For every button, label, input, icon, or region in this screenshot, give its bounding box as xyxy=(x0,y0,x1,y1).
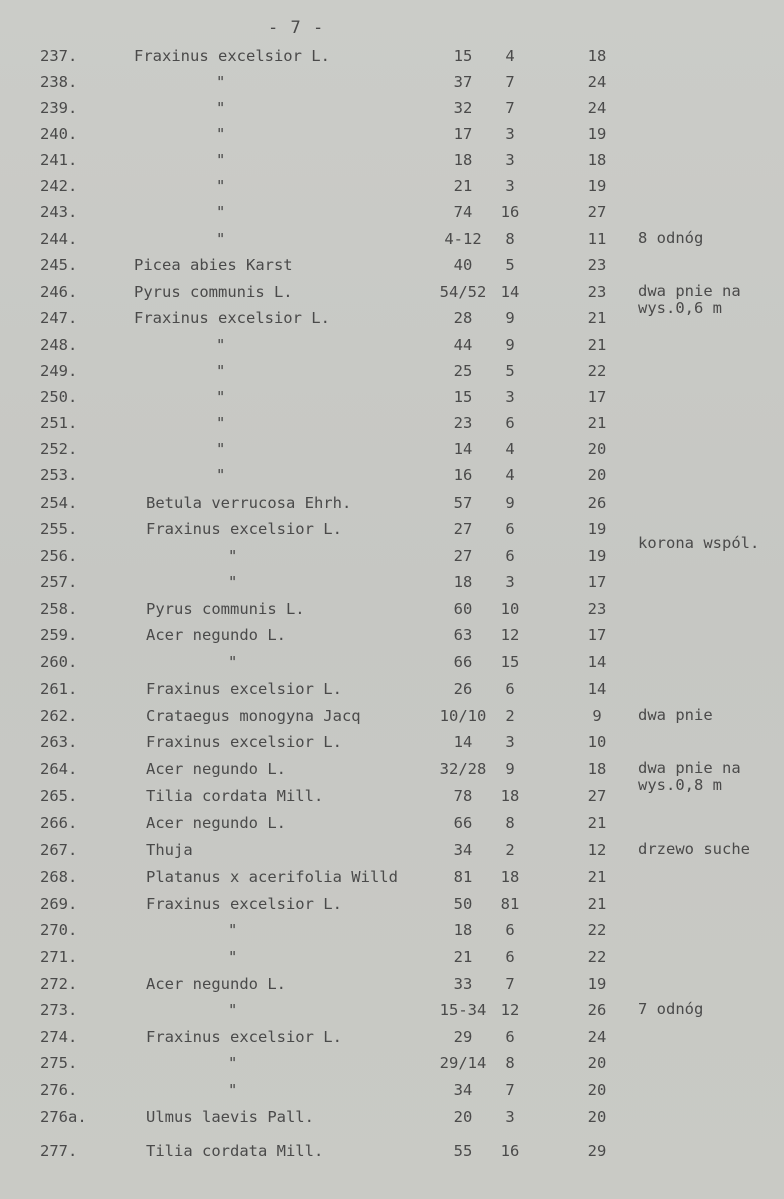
row-number: 267. xyxy=(40,841,78,859)
table-row xyxy=(0,125,784,151)
remark-note: dwa pnie na wys.0,8 m xyxy=(638,759,741,794)
crown-value: 19 xyxy=(587,547,607,565)
diameter-value: 66 xyxy=(453,814,473,832)
species-name: " xyxy=(216,362,226,380)
species-name: Pyrus communis L. xyxy=(146,600,305,618)
remark-note: drzewo suche xyxy=(638,840,750,858)
crown-value: 20 xyxy=(587,440,607,458)
height-value: 7 xyxy=(505,975,515,993)
species-name: " xyxy=(216,336,226,354)
row-number: 276a. xyxy=(40,1108,87,1126)
row-number: 252. xyxy=(40,440,78,458)
row-number: 243. xyxy=(40,203,78,221)
diameter-value: 54/52 xyxy=(439,283,487,301)
diameter-value: 16 xyxy=(453,466,473,484)
height-value: 16 xyxy=(500,1142,520,1160)
table-row xyxy=(0,151,784,177)
crown-value: 20 xyxy=(587,1054,607,1072)
remark-note: dwa pnie xyxy=(638,706,713,724)
species-name: " xyxy=(228,1054,238,1072)
height-value: 6 xyxy=(505,414,515,432)
row-number: 275. xyxy=(40,1054,78,1072)
crown-value: 17 xyxy=(587,626,607,644)
diameter-value: 17 xyxy=(453,125,473,143)
crown-value: 17 xyxy=(587,573,607,591)
crown-value: 12 xyxy=(587,841,607,859)
diameter-value: 14 xyxy=(453,733,473,751)
diameter-value: 32 xyxy=(453,99,473,117)
species-name: " xyxy=(228,573,238,591)
species-name: " xyxy=(228,653,238,671)
crown-value: 27 xyxy=(587,787,607,805)
row-number: 244. xyxy=(40,230,78,248)
table-row xyxy=(0,600,784,626)
row-number: 249. xyxy=(40,362,78,380)
crown-value: 21 xyxy=(587,309,607,327)
species-name: " xyxy=(228,1081,238,1099)
species-name: " xyxy=(228,1001,238,1019)
diameter-value: 23 xyxy=(453,414,473,432)
row-number: 262. xyxy=(40,707,78,725)
diameter-value: 18 xyxy=(453,921,473,939)
species-name: " xyxy=(228,547,238,565)
height-value: 8 xyxy=(505,230,515,248)
crown-value: 24 xyxy=(587,1028,607,1046)
table-row xyxy=(0,1108,784,1134)
diameter-value: 66 xyxy=(453,653,473,671)
diameter-value: 25 xyxy=(453,362,473,380)
crown-value: 18 xyxy=(587,760,607,778)
crown-value: 14 xyxy=(587,653,607,671)
crown-value: 11 xyxy=(587,230,607,248)
height-value: 3 xyxy=(505,573,515,591)
row-number: 259. xyxy=(40,626,78,644)
row-number: 271. xyxy=(40,948,78,966)
diameter-value: 57 xyxy=(453,494,473,512)
crown-value: 22 xyxy=(587,921,607,939)
diameter-value: 40 xyxy=(453,256,473,274)
row-number: 240. xyxy=(40,125,78,143)
table-row xyxy=(0,440,784,466)
table-row xyxy=(0,680,784,706)
species-name: " xyxy=(216,388,226,406)
diameter-value: 20 xyxy=(453,1108,473,1126)
table-row xyxy=(0,1081,784,1107)
row-number: 246. xyxy=(40,283,78,301)
table-row xyxy=(0,414,784,440)
height-value: 8 xyxy=(505,1054,515,1072)
diameter-value: 26 xyxy=(453,680,473,698)
crown-value: 9 xyxy=(592,707,602,725)
table-row xyxy=(0,309,784,335)
diameter-value: 44 xyxy=(453,336,473,354)
table-row xyxy=(0,256,784,282)
species-name: Picea abies Karst xyxy=(134,256,293,274)
species-name: Tilia cordata Mill. xyxy=(146,787,324,805)
diameter-value: 63 xyxy=(453,626,473,644)
crown-value: 19 xyxy=(587,125,607,143)
height-value: 9 xyxy=(505,494,515,512)
remark-note: 8 odnóg xyxy=(638,229,704,247)
species-name: Acer negundo L. xyxy=(146,975,286,993)
diameter-value: 15 xyxy=(453,388,473,406)
species-name: Ulmus laevis Pall. xyxy=(146,1108,314,1126)
species-name: " xyxy=(228,921,238,939)
height-value: 6 xyxy=(505,547,515,565)
crown-value: 23 xyxy=(587,256,607,274)
row-number: 277. xyxy=(40,1142,78,1160)
diameter-value: 29 xyxy=(453,1028,473,1046)
crown-value: 18 xyxy=(587,151,607,169)
species-name: Acer negundo L. xyxy=(146,814,286,832)
height-value: 12 xyxy=(500,1001,520,1019)
height-value: 2 xyxy=(505,707,515,725)
row-number: 251. xyxy=(40,414,78,432)
height-value: 9 xyxy=(505,336,515,354)
table-row xyxy=(0,948,784,974)
table-row xyxy=(0,388,784,414)
crown-value: 20 xyxy=(587,1108,607,1126)
row-number: 245. xyxy=(40,256,78,274)
remark-note: korona wspól. xyxy=(638,534,760,552)
table-row xyxy=(0,336,784,362)
row-number: 260. xyxy=(40,653,78,671)
height-value: 6 xyxy=(505,948,515,966)
crown-value: 19 xyxy=(587,177,607,195)
height-value: 10 xyxy=(500,600,520,618)
table-row xyxy=(0,494,784,520)
species-name: Fraxinus excelsior L. xyxy=(134,309,330,327)
row-number: 263. xyxy=(40,733,78,751)
species-name: Thuja xyxy=(146,841,193,859)
species-name: " xyxy=(228,948,238,966)
diameter-value: 34 xyxy=(453,1081,473,1099)
diameter-value: 14 xyxy=(453,440,473,458)
table-row xyxy=(0,814,784,840)
height-value: 4 xyxy=(505,47,515,65)
row-number: 261. xyxy=(40,680,78,698)
table-row xyxy=(0,921,784,947)
height-value: 7 xyxy=(505,99,515,117)
table-row xyxy=(0,1142,784,1168)
height-value: 3 xyxy=(505,125,515,143)
species-name: Tilia cordata Mill. xyxy=(146,1142,324,1160)
species-name: " xyxy=(216,414,226,432)
crown-value: 22 xyxy=(587,948,607,966)
diameter-value: 15-34 xyxy=(439,1001,487,1019)
row-number: 266. xyxy=(40,814,78,832)
species-name: Betula verrucosa Ehrh. xyxy=(146,494,352,512)
row-number: 239. xyxy=(40,99,78,117)
height-value: 4 xyxy=(505,440,515,458)
table-row xyxy=(0,733,784,759)
height-value: 81 xyxy=(500,895,520,913)
page-number: - 7 - xyxy=(268,18,325,38)
table-row xyxy=(0,787,784,813)
species-name: Fraxinus excelsior L. xyxy=(146,895,342,913)
crown-value: 26 xyxy=(587,1001,607,1019)
row-number: 237. xyxy=(40,47,78,65)
height-value: 16 xyxy=(500,203,520,221)
species-name: " xyxy=(216,99,226,117)
table-row xyxy=(0,177,784,203)
height-value: 6 xyxy=(505,1028,515,1046)
row-number: 253. xyxy=(40,466,78,484)
table-row xyxy=(0,895,784,921)
row-number: 265. xyxy=(40,787,78,805)
diameter-value: 55 xyxy=(453,1142,473,1160)
table-row xyxy=(0,99,784,125)
crown-value: 21 xyxy=(587,868,607,886)
height-value: 3 xyxy=(505,151,515,169)
diameter-value: 15 xyxy=(453,47,473,65)
height-value: 3 xyxy=(505,733,515,751)
species-name: Crataegus monogyna Jacq xyxy=(146,707,361,725)
row-number: 238. xyxy=(40,73,78,91)
row-number: 274. xyxy=(40,1028,78,1046)
height-value: 15 xyxy=(500,653,520,671)
height-value: 5 xyxy=(505,362,515,380)
table-row xyxy=(0,362,784,388)
diameter-value: 81 xyxy=(453,868,473,886)
diameter-value: 33 xyxy=(453,975,473,993)
row-number: 258. xyxy=(40,600,78,618)
species-name: Acer negundo L. xyxy=(146,626,286,644)
species-name: " xyxy=(216,151,226,169)
row-number: 242. xyxy=(40,177,78,195)
crown-value: 21 xyxy=(587,414,607,432)
row-number: 270. xyxy=(40,921,78,939)
height-value: 3 xyxy=(505,1108,515,1126)
row-number: 268. xyxy=(40,868,78,886)
diameter-value: 21 xyxy=(453,177,473,195)
species-name: " xyxy=(216,466,226,484)
height-value: 6 xyxy=(505,520,515,538)
species-name: Fraxinus excelsior L. xyxy=(146,520,342,538)
row-number: 248. xyxy=(40,336,78,354)
crown-value: 10 xyxy=(587,733,607,751)
diameter-value: 21 xyxy=(453,948,473,966)
crown-value: 27 xyxy=(587,203,607,221)
height-value: 3 xyxy=(505,388,515,406)
diameter-value: 50 xyxy=(453,895,473,913)
table-row xyxy=(0,203,784,229)
remark-note: 7 odnóg xyxy=(638,1000,704,1018)
height-value: 6 xyxy=(505,921,515,939)
crown-value: 21 xyxy=(587,814,607,832)
row-number: 269. xyxy=(40,895,78,913)
crown-value: 17 xyxy=(587,388,607,406)
species-name: " xyxy=(216,73,226,91)
diameter-value: 10/10 xyxy=(439,707,487,725)
height-value: 18 xyxy=(500,787,520,805)
table-row xyxy=(0,466,784,492)
diameter-value: 4-12 xyxy=(444,230,482,248)
diameter-value: 74 xyxy=(453,203,473,221)
diameter-value: 32/28 xyxy=(439,760,487,778)
diameter-value: 37 xyxy=(453,73,473,91)
height-value: 4 xyxy=(505,466,515,484)
row-number: 272. xyxy=(40,975,78,993)
table-row xyxy=(0,653,784,679)
species-name: " xyxy=(216,440,226,458)
diameter-value: 27 xyxy=(453,547,473,565)
crown-value: 19 xyxy=(587,520,607,538)
height-value: 5 xyxy=(505,256,515,274)
table-row xyxy=(0,626,784,652)
crown-value: 21 xyxy=(587,895,607,913)
crown-value: 19 xyxy=(587,975,607,993)
crown-value: 24 xyxy=(587,73,607,91)
table-row xyxy=(0,1028,784,1054)
species-name: Acer negundo L. xyxy=(146,760,286,778)
height-value: 12 xyxy=(500,626,520,644)
crown-value: 23 xyxy=(587,283,607,301)
remark-note: dwa pnie na wys.0,6 m xyxy=(638,282,741,317)
crown-value: 22 xyxy=(587,362,607,380)
species-name: " xyxy=(216,230,226,248)
diameter-value: 60 xyxy=(453,600,473,618)
diameter-value: 29/14 xyxy=(439,1054,487,1072)
diameter-value: 18 xyxy=(453,573,473,591)
crown-value: 29 xyxy=(587,1142,607,1160)
crown-value: 18 xyxy=(587,47,607,65)
diameter-value: 18 xyxy=(453,151,473,169)
species-name: " xyxy=(216,203,226,221)
species-name: Platanus x acerifolia Willd xyxy=(146,868,398,886)
table-row xyxy=(0,573,784,599)
height-value: 9 xyxy=(505,760,515,778)
species-name: Fraxinus excelsior L. xyxy=(146,733,342,751)
row-number: 255. xyxy=(40,520,78,538)
species-name: " xyxy=(216,125,226,143)
crown-value: 26 xyxy=(587,494,607,512)
diameter-value: 34 xyxy=(453,841,473,859)
height-value: 7 xyxy=(505,73,515,91)
crown-value: 20 xyxy=(587,1081,607,1099)
crown-value: 20 xyxy=(587,466,607,484)
crown-value: 14 xyxy=(587,680,607,698)
table-row xyxy=(0,73,784,99)
height-value: 18 xyxy=(500,868,520,886)
table-row xyxy=(0,868,784,894)
height-value: 9 xyxy=(505,309,515,327)
height-value: 2 xyxy=(505,841,515,859)
crown-value: 24 xyxy=(587,99,607,117)
species-name: Fraxinus excelsior L. xyxy=(134,47,330,65)
row-number: 247. xyxy=(40,309,78,327)
height-value: 8 xyxy=(505,814,515,832)
height-value: 14 xyxy=(500,283,520,301)
diameter-value: 28 xyxy=(453,309,473,327)
row-number: 276. xyxy=(40,1081,78,1099)
species-name: " xyxy=(216,177,226,195)
row-number: 273. xyxy=(40,1001,78,1019)
table-row xyxy=(0,1054,784,1080)
height-value: 6 xyxy=(505,680,515,698)
row-number: 254. xyxy=(40,494,78,512)
species-name: Fraxinus excelsior L. xyxy=(146,1028,342,1046)
species-name: Pyrus communis L. xyxy=(134,283,293,301)
species-name: Fraxinus excelsior L. xyxy=(146,680,342,698)
crown-value: 21 xyxy=(587,336,607,354)
row-number: 241. xyxy=(40,151,78,169)
height-value: 3 xyxy=(505,177,515,195)
row-number: 256. xyxy=(40,547,78,565)
table-row xyxy=(0,47,784,73)
crown-value: 23 xyxy=(587,600,607,618)
diameter-value: 78 xyxy=(453,787,473,805)
row-number: 257. xyxy=(40,573,78,591)
table-row xyxy=(0,975,784,1001)
diameter-value: 27 xyxy=(453,520,473,538)
row-number: 250. xyxy=(40,388,78,406)
height-value: 7 xyxy=(505,1081,515,1099)
row-number: 264. xyxy=(40,760,78,778)
